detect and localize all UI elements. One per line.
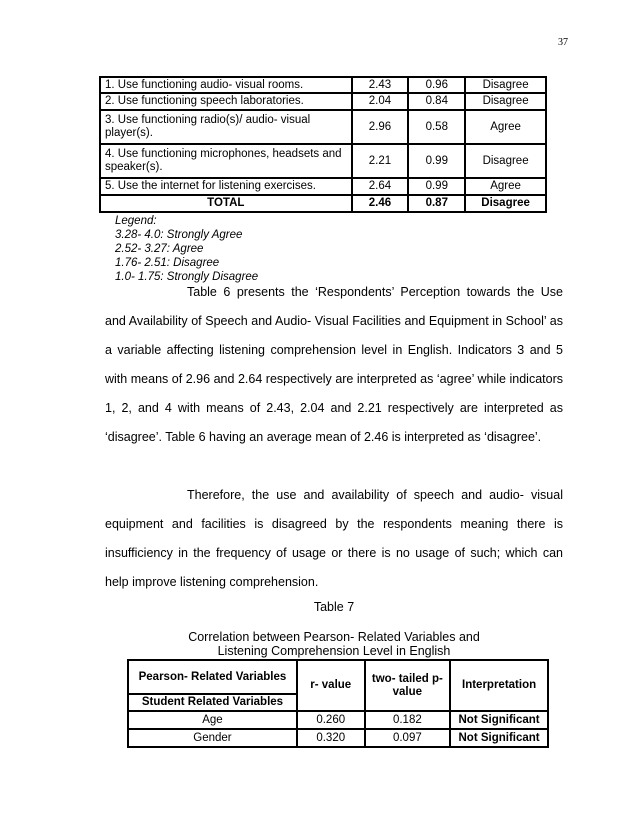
header-p-value: two- tailed p- value <box>365 660 451 711</box>
legend-item: 2.52- 3.27: Agree <box>115 243 204 255</box>
header-r-value: r- value <box>297 660 365 711</box>
table-row <box>128 729 548 747</box>
r-value-cell: 0.320 <box>297 729 365 747</box>
indicator-cell: 2. Use functioning speech laboratories. <box>100 93 352 110</box>
total-row <box>100 195 546 212</box>
interpretation-cell: Agree <box>465 178 546 195</box>
variable-cell: Gender <box>128 729 297 747</box>
indicator-cell: 5. Use the internet for listening exercises. <box>100 178 352 195</box>
page-number: 37 <box>558 37 568 48</box>
interpretation-cell: Not Significant <box>450 729 548 747</box>
sd-cell: 0.84 <box>408 93 465 110</box>
legend <box>115 214 258 284</box>
caption-line: Correlation between Pearson- Related Variables and <box>188 630 480 644</box>
table-7-caption <box>105 630 563 658</box>
paragraph <box>105 481 563 597</box>
legend-item: 1.0- 1.75: Strongly Disagree <box>115 271 259 283</box>
total-interpretation: Disagree <box>465 195 546 212</box>
caption-line: Listening Comprehension Level in English <box>217 644 451 658</box>
table-row <box>128 711 548 729</box>
interpretation-cell: Disagree <box>465 93 546 110</box>
sd-cell: 0.96 <box>408 77 465 93</box>
mean-cell: 2.43 <box>352 77 409 93</box>
mean-cell: 2.96 <box>352 110 409 144</box>
interpretation-cell: Agree <box>465 110 546 144</box>
interpretation-cell: Disagree <box>465 144 546 178</box>
paragraph-1: Table 6 presents the ‘Respondents’ Perception towards the Use and Availability of Speech and Audio- Visual Facilities and Equipment in School’ as a variable affecting listening comprehension level in English. Indicators 3 and 5 with means of 2.96 and 2.64 respectively are interpreted as ‘agree’ while indicators 1, 2, and 4 with means of 2.43, 2.04 and 2.21 respectively are interpreted as ‘disagree’. Table 6 having an average mean of 2.46 is interpreted as ‘disagree’. <box>105 285 563 444</box>
legend-item: 3.28- 4.0: Strongly Agree <box>115 229 243 241</box>
total-sd: 0.87 <box>408 195 465 212</box>
header-student: Student Related Variables <box>128 694 297 711</box>
sd-cell: 0.58 <box>408 110 465 144</box>
table-6 <box>99 76 547 213</box>
sd-cell: 0.99 <box>408 144 465 178</box>
paragraph <box>105 278 563 452</box>
table-row <box>100 178 546 195</box>
table-row <box>100 93 546 110</box>
sd-cell: 0.99 <box>408 178 465 195</box>
indicator-cell: 1. Use functioning audio- visual rooms. <box>100 77 352 93</box>
p-value-cell: 0.097 <box>365 729 451 747</box>
table-7 <box>127 659 549 748</box>
indicator-cell: 4. Use functioning microphones, headsets and speaker(s). <box>100 144 352 178</box>
table-7-label: Table 7 <box>313 600 355 614</box>
indicator-cell: 3. Use functioning radio(s)/ audio- visual player(s). <box>100 110 352 144</box>
mean-cell: 2.21 <box>352 144 409 178</box>
r-value-cell: 0.260 <box>297 711 365 729</box>
table-row <box>100 77 546 93</box>
total-mean: 2.46 <box>352 195 409 212</box>
table-row <box>100 144 546 178</box>
header-pearson: Pearson- Related Variables <box>128 660 297 694</box>
legend-item: 1.76- 2.51: Disagree <box>115 257 220 269</box>
variable-cell: Age <box>128 711 297 729</box>
mean-cell: 2.64 <box>352 178 409 195</box>
header-interpretation: Interpretation <box>450 660 548 711</box>
interpretation-cell: Not Significant <box>450 711 548 729</box>
legend-title: Legend: <box>115 215 157 227</box>
table-row <box>100 110 546 144</box>
interpretation-cell: Disagree <box>465 77 546 93</box>
total-label: TOTAL <box>100 195 352 212</box>
mean-cell: 2.04 <box>352 93 409 110</box>
header-row <box>128 660 548 694</box>
p-value-cell: 0.182 <box>365 711 451 729</box>
paragraph-2: Therefore, the use and availability of speech and audio- visual equipment and facilities is disagreed by the respondents meaning there is insufficiency in the frequency of usage or there is no usage of such; which can help improve listening comprehension. <box>105 488 563 589</box>
